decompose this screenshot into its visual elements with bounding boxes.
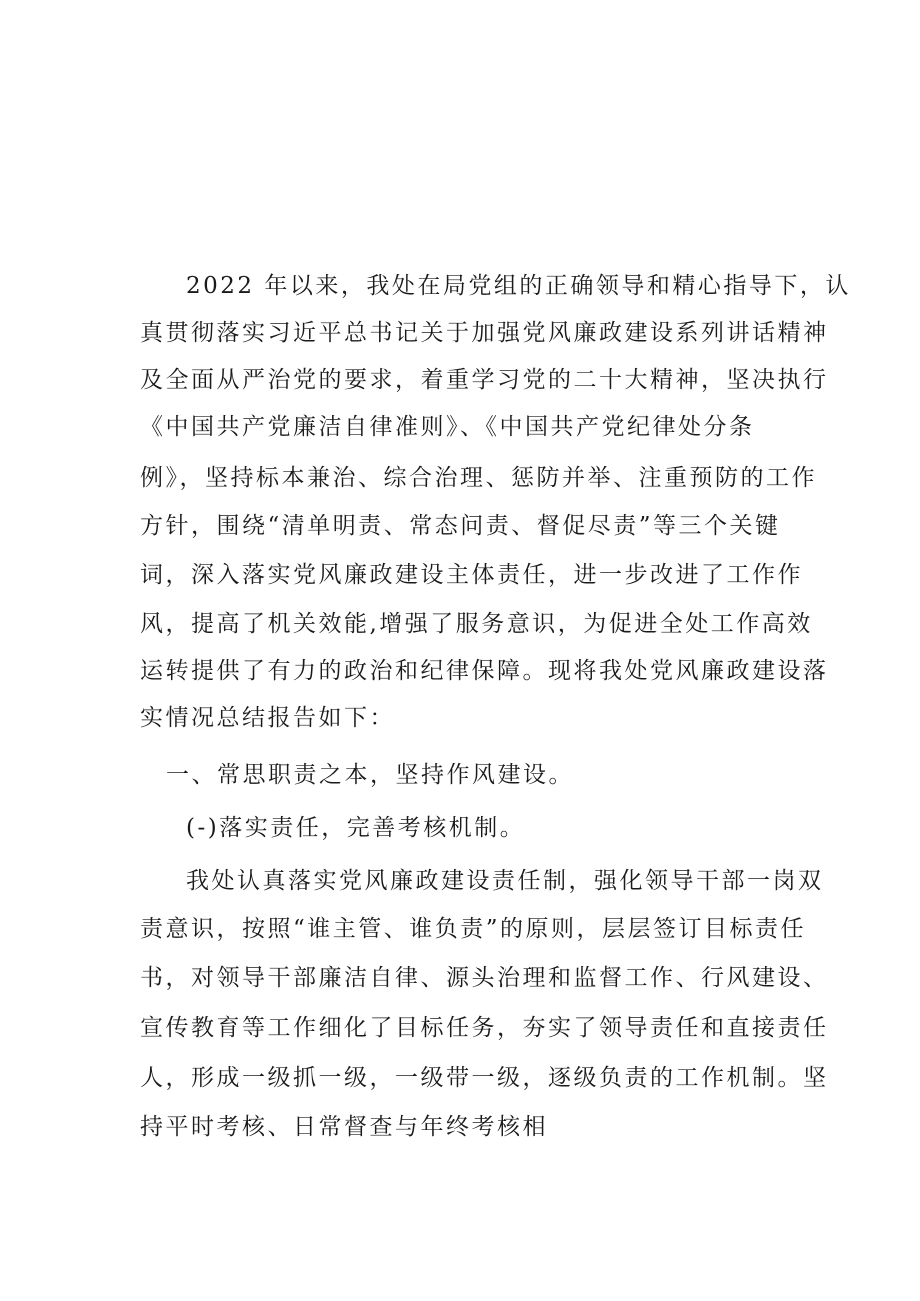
intro-line-10: 实情况总结报告如下： <box>140 705 395 731</box>
intro-line-8: 风，提高了机关效能,增强了服务意识，为促进全处工作高效 <box>140 611 813 637</box>
intro-line-3: 及全面从严治党的要求，着重学习党的二十大精神，坚决执行 <box>140 367 829 393</box>
intro-line-1: 2022 年以来，我处在局党组的正确领导和精心指导下，认 <box>186 273 851 299</box>
intro-line-7: 词，深入落实党风廉政建设主体责任，进一步改进了工作作 <box>140 562 803 588</box>
intro-line-2: 真贯彻落实习近平总书记关于加强党风廉政建设系列讲话精神 <box>140 320 829 346</box>
body-line-1: 我处认真落实党风廉政建设责任制，强化领导干部一岗双 <box>186 868 824 894</box>
intro-line-6: 方针，围绕“清单明责、常态问责、督促尽责”等三个关键 <box>140 513 781 539</box>
subsection-heading-1: (-)落实责任，完善考核机制。 <box>186 815 526 841</box>
intro-line-4: 《中国共产党廉洁自律准则》、《中国共产党纪律处分条 <box>140 414 755 440</box>
body-line-5: 人，形成一级抓一级，一级带一级，逐级负责的工作机制。坚 <box>140 1065 829 1091</box>
section-heading-1: 一、常思职责之本，坚持作风建设。 <box>166 762 574 788</box>
intro-line-5: 例》，坚持标本兼治、综合治理、惩防并举、注重预防的工作 <box>140 465 817 491</box>
body-line-4: 宣传教育等工作细化了目标任务，夯实了领导责任和直接责任 <box>140 1015 829 1041</box>
body-line-3: 书，对领导干部廉洁自律、源头治理和监督工作、行风建设、 <box>140 965 829 991</box>
body-line-6: 持平时考核、日常督查与年终考核相 <box>140 1114 548 1140</box>
body-line-2: 责意识，按照“谁主管、谁负责”的原则，层层签订目标责任 <box>140 916 807 942</box>
intro-line-9: 运转提供了有力的政治和纪律保障。现将我处党风廉政建设落 <box>140 658 829 684</box>
